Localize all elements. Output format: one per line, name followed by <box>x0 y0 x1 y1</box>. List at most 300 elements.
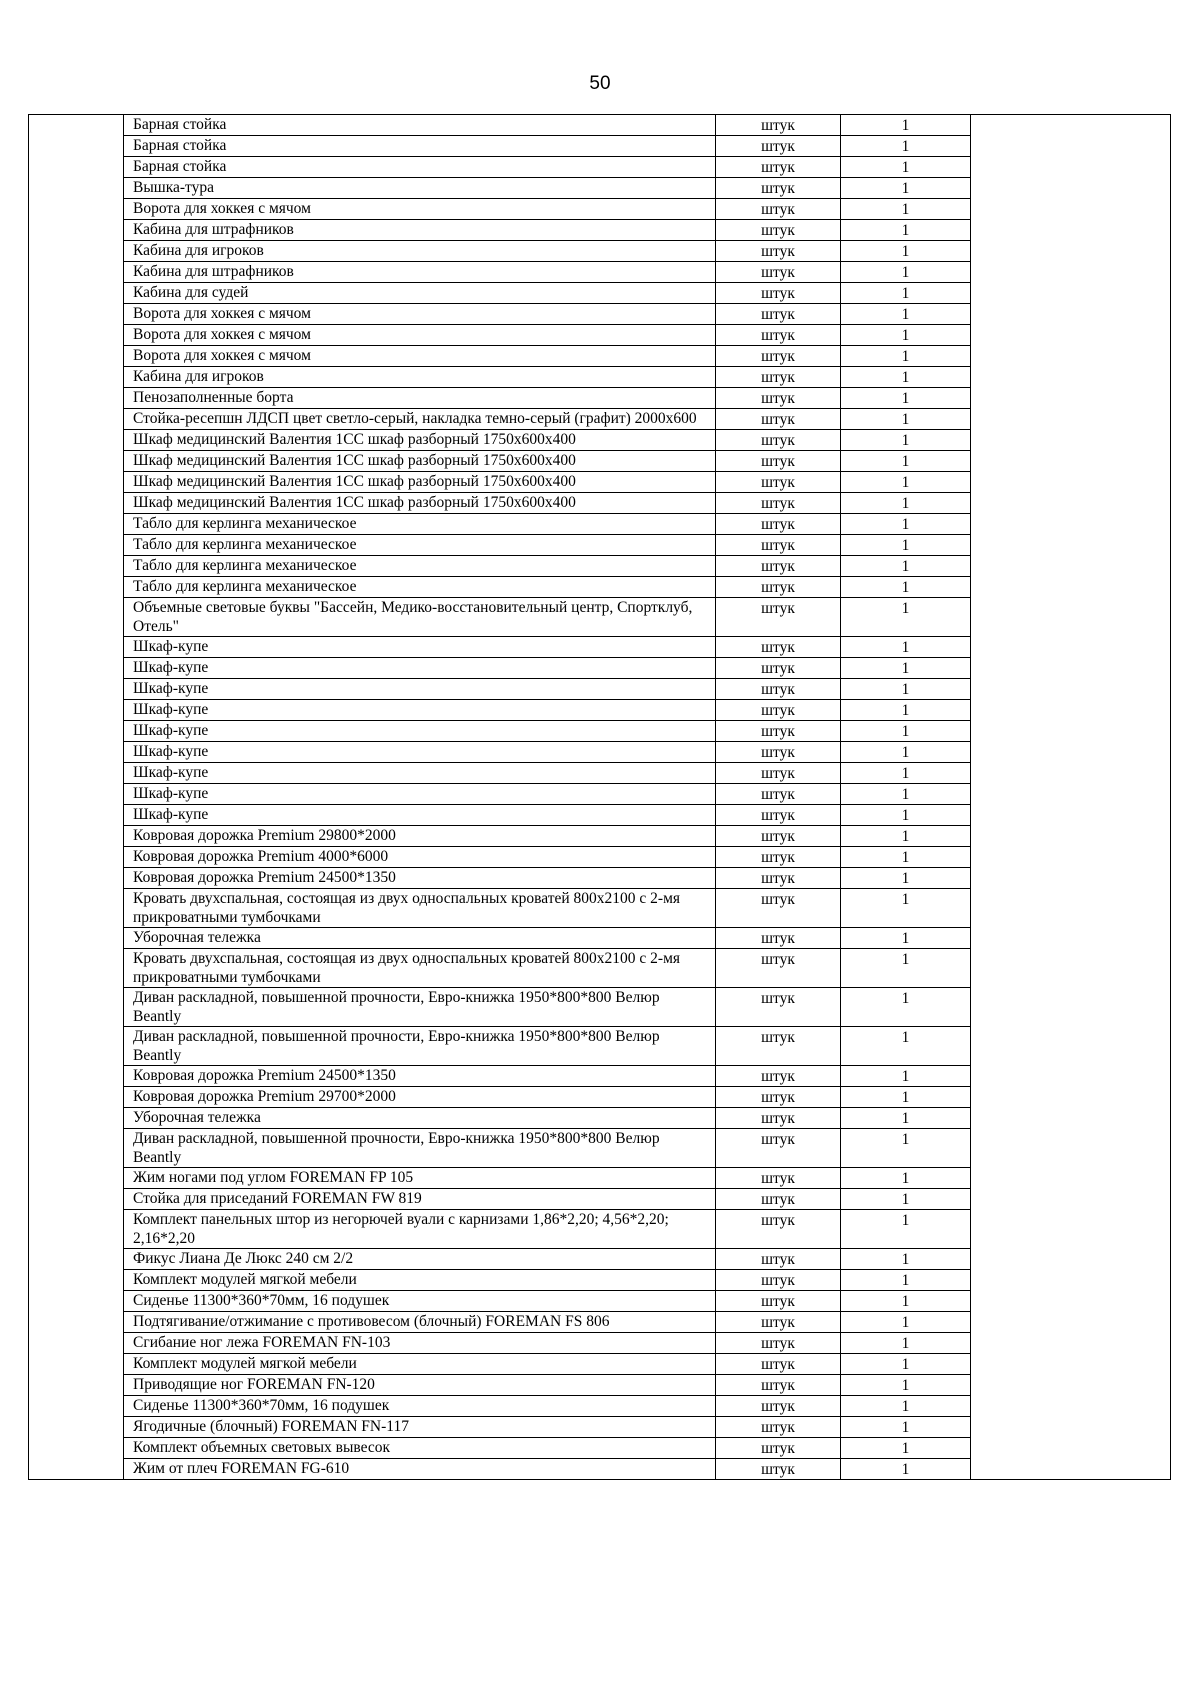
row-number-cell <box>29 241 124 262</box>
note-cell <box>971 658 1171 679</box>
quantity-cell: 1 <box>841 1333 971 1354</box>
item-name-cell: Шкаф медицинский Валентия 1СС шкаф разборный 1750х600х400 <box>124 430 716 451</box>
item-name-cell: Жим от плеч FOREMAN FG-610 <box>124 1459 716 1480</box>
note-cell <box>971 1417 1171 1438</box>
item-name-cell: Шкаф-купе <box>124 805 716 826</box>
row-number-cell <box>29 1108 124 1129</box>
item-name-cell: Ворота для хоккея с мячом <box>124 346 716 367</box>
note-cell <box>971 535 1171 556</box>
quantity-cell: 1 <box>841 826 971 847</box>
item-name-cell: Комплект модулей мягкой мебели <box>124 1354 716 1375</box>
table-row <box>29 1168 1171 1189</box>
item-name-cell: Стойка для приседаний FOREMAN FW 819 <box>124 1189 716 1210</box>
unit-cell: штук <box>716 805 841 826</box>
row-number-cell <box>29 409 124 430</box>
note-cell <box>971 700 1171 721</box>
unit-cell: штук <box>716 784 841 805</box>
note-cell <box>971 598 1171 637</box>
item-name-cell: Ковровая дорожка Premium 24500*1350 <box>124 1066 716 1087</box>
note-cell <box>971 472 1171 493</box>
table-row <box>29 1375 1171 1396</box>
item-name-cell: Приводящие ног FOREMAN FN-120 <box>124 1375 716 1396</box>
table-row <box>29 1396 1171 1417</box>
unit-cell: штук <box>716 889 841 928</box>
unit-cell: штук <box>716 1375 841 1396</box>
page-number: 50 <box>589 73 611 94</box>
item-name-cell: Ворота для хоккея с мячом <box>124 199 716 220</box>
table-row <box>29 1459 1171 1480</box>
item-name-cell: Кабина для штрафников <box>124 262 716 283</box>
quantity-cell: 1 <box>841 577 971 598</box>
note-cell <box>971 721 1171 742</box>
unit-cell: штук <box>716 325 841 346</box>
table-row <box>29 868 1171 889</box>
table-row <box>29 409 1171 430</box>
item-name-cell: Уборочная тележка <box>124 1108 716 1129</box>
quantity-cell: 1 <box>841 1249 971 1270</box>
table-row <box>29 199 1171 220</box>
quantity-cell: 1 <box>841 805 971 826</box>
note-cell <box>971 949 1171 988</box>
item-name-cell: Барная стойка <box>124 136 716 157</box>
note-cell <box>971 409 1171 430</box>
note-cell <box>971 178 1171 199</box>
quantity-cell: 1 <box>841 784 971 805</box>
item-name-cell: Уборочная тележка <box>124 928 716 949</box>
item-name-cell: Сгибание ног лежа FOREMAN FN-103 <box>124 1333 716 1354</box>
item-name-cell: Шкаф-купе <box>124 700 716 721</box>
item-name-cell: Стойка-ресепшн ЛДСП цвет светло-серый, накладка темно-серый (графит) 2000х600 <box>124 409 716 430</box>
note-cell <box>971 1354 1171 1375</box>
row-number-cell <box>29 1168 124 1189</box>
item-name-cell: Диван раскладной, повышенной прочности, Евро-книжка 1950*800*800 Велюр Beantly <box>124 988 716 1027</box>
unit-cell: штук <box>716 346 841 367</box>
table-row <box>29 847 1171 868</box>
item-name-cell: Шкаф медицинский Валентия 1СС шкаф разборный 1750х600х400 <box>124 493 716 514</box>
unit-cell: штук <box>716 535 841 556</box>
row-number-cell <box>29 988 124 1027</box>
row-number-cell <box>29 493 124 514</box>
note-cell <box>971 262 1171 283</box>
quantity-cell: 1 <box>841 847 971 868</box>
table-row <box>29 262 1171 283</box>
note-cell <box>971 241 1171 262</box>
row-number-cell <box>29 325 124 346</box>
quantity-cell: 1 <box>841 928 971 949</box>
note-cell <box>971 220 1171 241</box>
unit-cell: штук <box>716 1312 841 1333</box>
table-row <box>29 1066 1171 1087</box>
unit-cell: штук <box>716 1168 841 1189</box>
table-row <box>29 598 1171 637</box>
unit-cell: штук <box>716 1108 841 1129</box>
item-name-cell: Барная стойка <box>124 115 716 136</box>
table-row <box>29 304 1171 325</box>
row-number-cell <box>29 472 124 493</box>
note-cell <box>971 367 1171 388</box>
unit-cell: штук <box>716 136 841 157</box>
quantity-cell: 1 <box>841 1108 971 1129</box>
table-row <box>29 1438 1171 1459</box>
note-cell <box>971 556 1171 577</box>
quantity-cell: 1 <box>841 1210 971 1249</box>
item-name-cell: Ковровая дорожка Premium 29700*2000 <box>124 1087 716 1108</box>
unit-cell: штук <box>716 1066 841 1087</box>
unit-cell: штук <box>716 1459 841 1480</box>
note-cell <box>971 1312 1171 1333</box>
item-name-cell: Сиденье 11300*360*70мм, 16 подушек <box>124 1396 716 1417</box>
item-name-cell: Ковровая дорожка Premium 24500*1350 <box>124 868 716 889</box>
item-name-cell: Шкаф-купе <box>124 637 716 658</box>
quantity-cell: 1 <box>841 1417 971 1438</box>
row-number-cell <box>29 556 124 577</box>
quantity-cell: 1 <box>841 1291 971 1312</box>
row-number-cell <box>29 1333 124 1354</box>
unit-cell: штук <box>716 598 841 637</box>
quantity-cell: 1 <box>841 868 971 889</box>
note-cell <box>971 1129 1171 1168</box>
row-number-cell <box>29 1066 124 1087</box>
unit-cell: штук <box>716 1438 841 1459</box>
unit-cell: штук <box>716 1396 841 1417</box>
item-name-cell: Кровать двухспальная, состоящая из двух односпальных кроватей 800х2100 с 2-мя прикроватными тумбочками <box>124 889 716 928</box>
note-cell <box>971 742 1171 763</box>
unit-cell: штук <box>716 1249 841 1270</box>
quantity-cell: 1 <box>841 1027 971 1066</box>
unit-cell: штук <box>716 1333 841 1354</box>
table-row <box>29 1270 1171 1291</box>
unit-cell: штук <box>716 826 841 847</box>
table-row <box>29 1354 1171 1375</box>
unit-cell: штук <box>716 430 841 451</box>
note-cell <box>971 1438 1171 1459</box>
row-number-cell <box>29 889 124 928</box>
unit-cell: штук <box>716 949 841 988</box>
unit-cell: штук <box>716 199 841 220</box>
quantity-cell: 1 <box>841 1189 971 1210</box>
row-number-cell <box>29 451 124 472</box>
unit-cell: штук <box>716 679 841 700</box>
unit-cell: штук <box>716 409 841 430</box>
row-number-cell <box>29 1129 124 1168</box>
row-number-cell <box>29 1438 124 1459</box>
table-row <box>29 1417 1171 1438</box>
row-number-cell <box>29 430 124 451</box>
table-row <box>29 241 1171 262</box>
item-name-cell: Шкаф-купе <box>124 742 716 763</box>
unit-cell: штук <box>716 1087 841 1108</box>
note-cell <box>971 157 1171 178</box>
row-number-cell <box>29 535 124 556</box>
item-name-cell: Ворота для хоккея с мячом <box>124 304 716 325</box>
note-cell <box>971 1189 1171 1210</box>
table-row <box>29 1210 1171 1249</box>
quantity-cell: 1 <box>841 430 971 451</box>
unit-cell: штук <box>716 658 841 679</box>
quantity-cell: 1 <box>841 1087 971 1108</box>
unit-cell: штук <box>716 1354 841 1375</box>
row-number-cell <box>29 1396 124 1417</box>
row-number-cell <box>29 577 124 598</box>
row-number-cell <box>29 1210 124 1249</box>
unit-cell: штук <box>716 262 841 283</box>
item-name-cell: Жим ногами под углом FOREMAN FP 105 <box>124 1168 716 1189</box>
unit-cell: штук <box>716 220 841 241</box>
note-cell <box>971 988 1171 1027</box>
table-row <box>29 1189 1171 1210</box>
note-cell <box>971 430 1171 451</box>
item-name-cell: Шкаф-купе <box>124 721 716 742</box>
quantity-cell: 1 <box>841 1066 971 1087</box>
note-cell <box>971 1087 1171 1108</box>
row-number-cell <box>29 1354 124 1375</box>
row-number-cell <box>29 1087 124 1108</box>
table-row <box>29 577 1171 598</box>
table-row <box>29 889 1171 928</box>
unit-cell: штук <box>716 1129 841 1168</box>
table-row <box>29 742 1171 763</box>
unit-cell: штук <box>716 928 841 949</box>
unit-cell: штук <box>716 700 841 721</box>
table-row <box>29 367 1171 388</box>
quantity-cell: 1 <box>841 1375 971 1396</box>
table-row <box>29 658 1171 679</box>
note-cell <box>971 136 1171 157</box>
item-name-cell: Комплект объемных световых вывесок <box>124 1438 716 1459</box>
unit-cell: штук <box>716 493 841 514</box>
quantity-cell: 1 <box>841 409 971 430</box>
item-name-cell: Кабина для судей <box>124 283 716 304</box>
item-name-cell: Кабина для игроков <box>124 367 716 388</box>
item-name-cell: Табло для керлинга механическое <box>124 514 716 535</box>
quantity-cell: 1 <box>841 700 971 721</box>
quantity-cell: 1 <box>841 472 971 493</box>
unit-cell: штук <box>716 868 841 889</box>
quantity-cell: 1 <box>841 136 971 157</box>
table-row <box>29 388 1171 409</box>
item-name-cell: Комплект панельных штор из негорючей вуали с карнизами 1,86*2,20; 4,56*2,20; 2,16*2,20 <box>124 1210 716 1249</box>
row-number-cell <box>29 367 124 388</box>
table-row <box>29 721 1171 742</box>
quantity-cell: 1 <box>841 742 971 763</box>
note-cell <box>971 1027 1171 1066</box>
item-name-cell: Диван раскладной, повышенной прочности, Евро-книжка 1950*800*800 Велюр Beantly <box>124 1027 716 1066</box>
item-name-cell: Вышка-тура <box>124 178 716 199</box>
row-number-cell <box>29 157 124 178</box>
unit-cell: штук <box>716 1027 841 1066</box>
row-number-cell <box>29 1312 124 1333</box>
row-number-cell <box>29 679 124 700</box>
row-number-cell <box>29 388 124 409</box>
item-name-cell: Ковровая дорожка Premium 4000*6000 <box>124 847 716 868</box>
row-number-cell <box>29 1417 124 1438</box>
note-cell <box>971 1375 1171 1396</box>
quantity-cell: 1 <box>841 988 971 1027</box>
quantity-cell: 1 <box>841 658 971 679</box>
item-name-cell: Шкаф-купе <box>124 784 716 805</box>
row-number-cell <box>29 1249 124 1270</box>
table-row <box>29 826 1171 847</box>
row-number-cell <box>29 805 124 826</box>
note-cell <box>971 1459 1171 1480</box>
row-number-cell <box>29 115 124 136</box>
unit-cell: штук <box>716 367 841 388</box>
table-row <box>29 178 1171 199</box>
table-row <box>29 784 1171 805</box>
item-name-cell: Табло для керлинга механическое <box>124 577 716 598</box>
row-number-cell <box>29 220 124 241</box>
unit-cell: штук <box>716 388 841 409</box>
row-number-cell <box>29 721 124 742</box>
note-cell <box>971 346 1171 367</box>
unit-cell: штук <box>716 283 841 304</box>
row-number-cell <box>29 136 124 157</box>
table-row <box>29 637 1171 658</box>
table-row <box>29 988 1171 1027</box>
quantity-cell: 1 <box>841 1312 971 1333</box>
unit-cell: штук <box>716 1210 841 1249</box>
item-name-cell: Шкаф-купе <box>124 679 716 700</box>
unit-cell: штук <box>716 157 841 178</box>
table-row <box>29 928 1171 949</box>
quantity-cell: 1 <box>841 220 971 241</box>
inventory-table <box>28 114 1171 1480</box>
quantity-cell: 1 <box>841 199 971 220</box>
quantity-cell: 1 <box>841 367 971 388</box>
item-name-cell: Пенозаполненные борта <box>124 388 716 409</box>
row-number-cell <box>29 178 124 199</box>
note-cell <box>971 784 1171 805</box>
quantity-cell: 1 <box>841 1459 971 1480</box>
note-cell <box>971 1168 1171 1189</box>
unit-cell: штук <box>716 988 841 1027</box>
item-name-cell: Табло для керлинга механическое <box>124 556 716 577</box>
table-row <box>29 763 1171 784</box>
row-number-cell <box>29 826 124 847</box>
table-row <box>29 556 1171 577</box>
item-name-cell: Кабина для игроков <box>124 241 716 262</box>
table-row <box>29 451 1171 472</box>
note-cell <box>971 1270 1171 1291</box>
quantity-cell: 1 <box>841 721 971 742</box>
note-cell <box>971 847 1171 868</box>
note-cell <box>971 805 1171 826</box>
row-number-cell <box>29 742 124 763</box>
table-row <box>29 157 1171 178</box>
note-cell <box>971 889 1171 928</box>
row-number-cell <box>29 658 124 679</box>
item-name-cell: Диван раскладной, повышенной прочности, Евро-книжка 1950*800*800 Велюр Beantly <box>124 1129 716 1168</box>
note-cell <box>971 1249 1171 1270</box>
row-number-cell <box>29 1027 124 1066</box>
quantity-cell: 1 <box>841 115 971 136</box>
row-number-cell <box>29 928 124 949</box>
table-row <box>29 493 1171 514</box>
quantity-cell: 1 <box>841 889 971 928</box>
quantity-cell: 1 <box>841 1270 971 1291</box>
item-name-cell: Шкаф-купе <box>124 658 716 679</box>
table-row <box>29 1108 1171 1129</box>
unit-cell: штук <box>716 1417 841 1438</box>
unit-cell: штук <box>716 637 841 658</box>
table-row <box>29 535 1171 556</box>
unit-cell: штук <box>716 1189 841 1210</box>
quantity-cell: 1 <box>841 241 971 262</box>
item-name-cell: Фикус Лиана Де Люкс 240 см 2/2 <box>124 1249 716 1270</box>
quantity-cell: 1 <box>841 493 971 514</box>
unit-cell: штук <box>716 1270 841 1291</box>
table-row <box>29 679 1171 700</box>
quantity-cell: 1 <box>841 763 971 784</box>
quantity-cell: 1 <box>841 679 971 700</box>
table-row <box>29 700 1171 721</box>
quantity-cell: 1 <box>841 157 971 178</box>
note-cell <box>971 493 1171 514</box>
item-name-cell: Сиденье 11300*360*70мм, 16 подушек <box>124 1291 716 1312</box>
unit-cell: штук <box>716 304 841 325</box>
note-cell <box>971 199 1171 220</box>
item-name-cell: Ворота для хоккея с мячом <box>124 325 716 346</box>
note-cell <box>971 637 1171 658</box>
note-cell <box>971 325 1171 346</box>
row-number-cell <box>29 1270 124 1291</box>
table-row <box>29 1027 1171 1066</box>
item-name-cell: Кровать двухспальная, состоящая из двух односпальных кроватей 800х2100 с 2-мя прикроватными тумбочками <box>124 949 716 988</box>
row-number-cell <box>29 1375 124 1396</box>
table-row <box>29 115 1171 136</box>
note-cell <box>971 1066 1171 1087</box>
table-row <box>29 514 1171 535</box>
table-row <box>29 430 1171 451</box>
note-cell <box>971 451 1171 472</box>
quantity-cell: 1 <box>841 1396 971 1417</box>
note-cell <box>971 304 1171 325</box>
quantity-cell: 1 <box>841 1354 971 1375</box>
table-row <box>29 1333 1171 1354</box>
row-number-cell <box>29 1291 124 1312</box>
table-row <box>29 472 1171 493</box>
unit-cell: штук <box>716 742 841 763</box>
note-cell <box>971 514 1171 535</box>
quantity-cell: 1 <box>841 304 971 325</box>
note-cell <box>971 1210 1171 1249</box>
table-row <box>29 1291 1171 1312</box>
note-cell <box>971 826 1171 847</box>
row-number-cell <box>29 784 124 805</box>
row-number-cell <box>29 304 124 325</box>
table-row <box>29 346 1171 367</box>
note-cell <box>971 1333 1171 1354</box>
quantity-cell: 1 <box>841 535 971 556</box>
note-cell <box>971 679 1171 700</box>
table-row <box>29 283 1171 304</box>
quantity-cell: 1 <box>841 1129 971 1168</box>
row-number-cell <box>29 346 124 367</box>
quantity-cell: 1 <box>841 262 971 283</box>
note-cell <box>971 1108 1171 1129</box>
item-name-cell: Подтягивание/отжимание с противовесом (блочный) FOREMAN FS 806 <box>124 1312 716 1333</box>
row-number-cell <box>29 199 124 220</box>
table-row <box>29 1312 1171 1333</box>
unit-cell: штук <box>716 763 841 784</box>
quantity-cell: 1 <box>841 556 971 577</box>
table-row <box>29 136 1171 157</box>
unit-cell: штук <box>716 577 841 598</box>
note-cell <box>971 763 1171 784</box>
unit-cell: штук <box>716 178 841 199</box>
unit-cell: штук <box>716 556 841 577</box>
item-name-cell: Шкаф-купе <box>124 763 716 784</box>
